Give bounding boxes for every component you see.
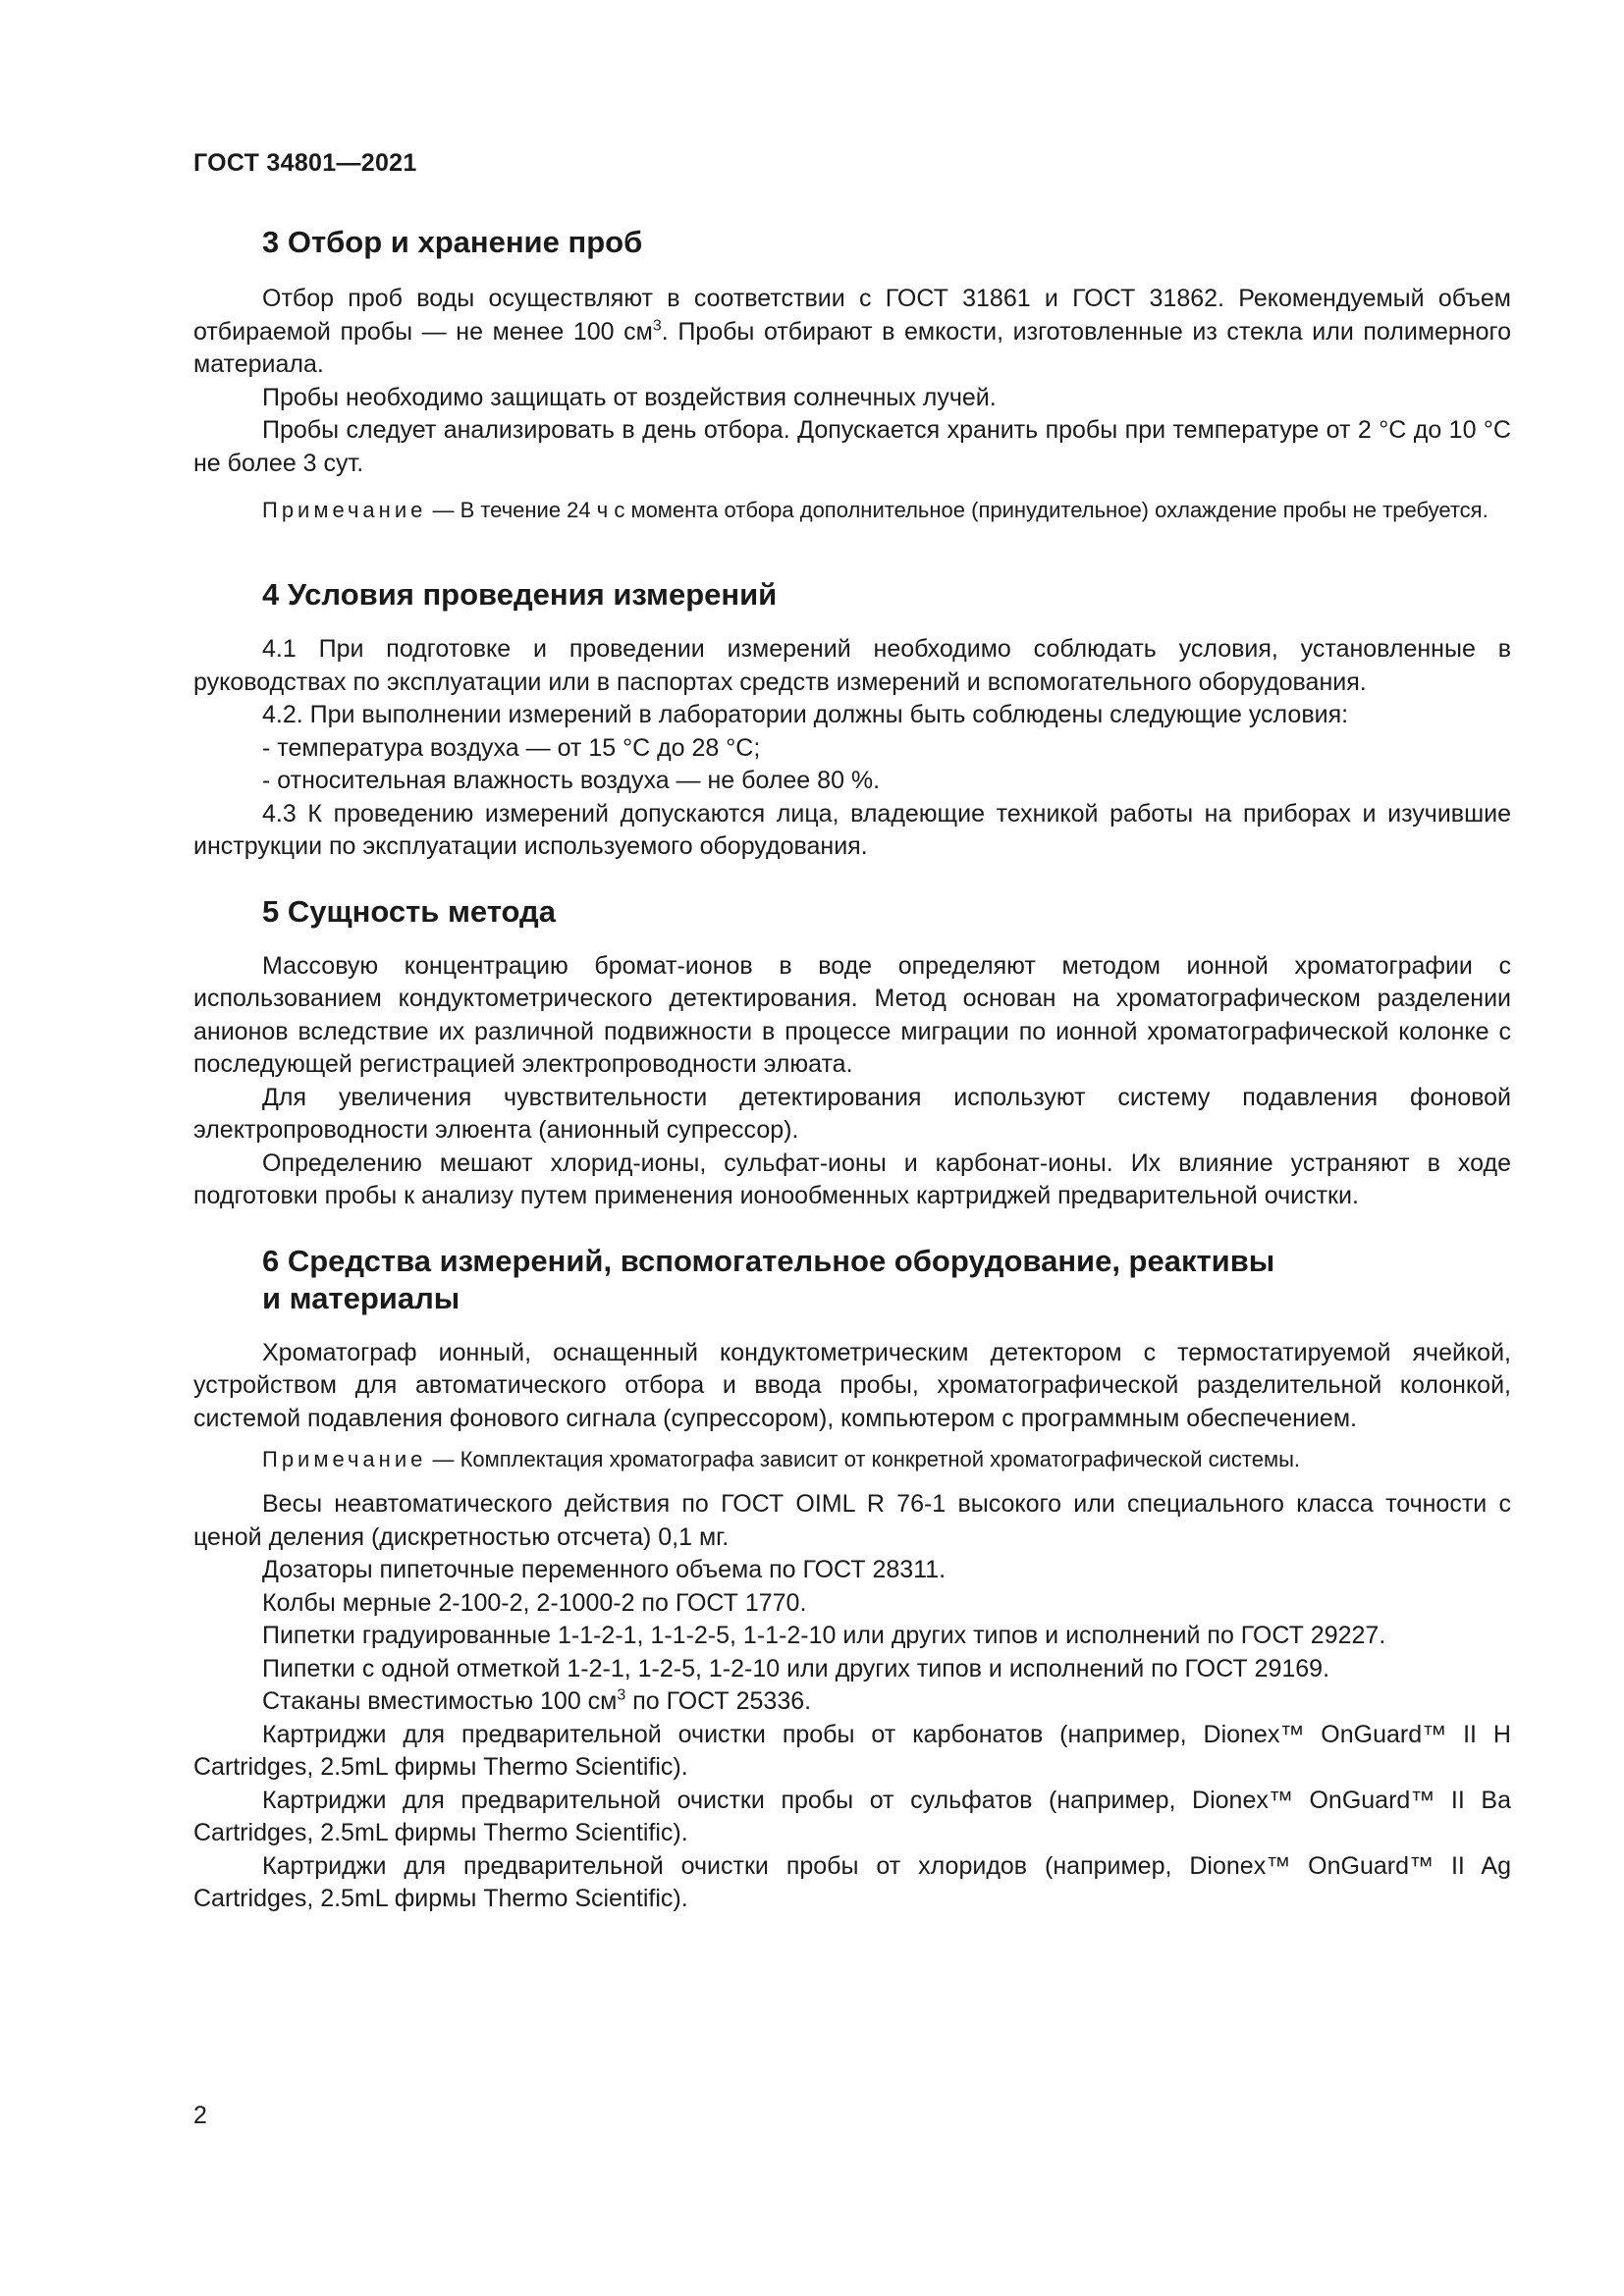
- section-4-paragraph-3: 4.3 К проведению измерений допускаются лица, владеющие техникой работы на приборах и изучившие инструкции по эксплуатации используемого оборудования.: [193, 799, 1511, 860]
- section-6-paragraph-3: Дозаторы пипеточные переменного объема по ГОСТ 28311.: [262, 1556, 947, 1583]
- page-number: 2: [193, 2102, 207, 2129]
- section-6-title-line-2: и материалы: [262, 1280, 460, 1315]
- section-4-list-item-1: - температура воздуха — от 15 °С до 28 °С;: [262, 733, 761, 762]
- section-6-paragraph-1: Хроматограф ионный, оснащенный кондуктометрическим детектором с термостатируемой ячейкой, устройством для автоматического отбора и ввода пробы, хроматографической разделительной колонкой, системой подавления фонового сигнала (супрессором), компьютером с программным обеспечением.: [193, 1338, 1511, 1432]
- section-3-paragraph-2: Пробы необходимо защищать от воздействия солнечных лучей.: [262, 383, 997, 411]
- section-4-paragraph-1: 4.1 При подготовке и проведении измерений необходимо соблюдать условия, установленные в руководствах по эксплуатации или в паспортах средств измерений и вспомогательного оборудования.: [193, 635, 1511, 696]
- section-4-paragraph-2: 4.2. При выполнении измерений в лаборатории должны быть соблюдены следующие условия:: [262, 701, 1349, 728]
- section-6-paragraph-9: Картриджи для предварительной очистки пробы от сульфатов (например, Dionex™ OnGuard™ II Ba Cartridges, 2.5mL фирмы Thermo Scientific).: [193, 1786, 1511, 1846]
- document-content: [193, 224, 1511, 1916]
- section-5-paragraph-3: Определению мешают хлорид-ионы, сульфат-ионы и карбонат-ионы. Их влияние устраняют в ходе подготовки пробы к анализу путем применения ионообменных картриджей предварительной очистки.: [193, 1148, 1511, 1209]
- section-6-paragraph-2: Весы неавтоматического действия по ГОСТ OIML R 76-1 высокого или специального класса точности с ценой деления (дискретностью отсчета) 0,1 мг.: [193, 1490, 1511, 1551]
- section-4-title: 4 Условия проведения измерений: [262, 577, 778, 612]
- note-text: — В течение 24 ч с момента отбора дополнительное (принудительное) охлаждение пробы не требуется.: [426, 498, 1489, 522]
- section-6-title-line-1: 6 Средства измерений, вспомогательное оборудование, реактивы: [262, 1243, 1275, 1278]
- note-label: Примечание: [262, 498, 427, 522]
- section-3-p1-text-b: . Пробы отбирают в емкости, изготовленные из стекла или полимерного материала.: [193, 317, 1511, 378]
- section-6-paragraph-4: Колбы мерные 2-100-2, 2-1000-2 по ГОСТ 1770.: [262, 1588, 807, 1617]
- document-header-code: ГОСТ 34801—2021: [193, 149, 417, 177]
- section-6-note: [193, 1445, 1511, 1474]
- section-6-title: [193, 1243, 1511, 1317]
- section-3-title: 3 Отбор и хранение проб: [262, 225, 643, 259]
- section-3-p1-text-a: Отбор проб воды осуществляют в соответствии с ГОСТ 31861 и ГОСТ 31862. Рекомендуемый объем отбираемой пробы — не менее 100 см: [193, 285, 1511, 346]
- superscript-3: 3: [652, 317, 662, 335]
- superscript-3: 3: [617, 1686, 626, 1704]
- section-4-list-item-2: - относительная влажность воздуха — не более 80 %.: [262, 767, 881, 794]
- section-6-paragraph-7: [193, 1685, 1511, 1719]
- section-6-p7-text-a: Стаканы вместимостью 100 см: [262, 1687, 618, 1715]
- section-6-p7-text-b: по ГОСТ 25336.: [625, 1687, 812, 1715]
- note-label: Примечание: [262, 1447, 427, 1471]
- section-6-paragraph-8: Картриджи для предварительной очистки пробы от карбонатов (например, Dionex™ OnGuard™ II H Cartridges, 2.5mL фирмы Thermo Scientific).: [193, 1720, 1511, 1781]
- section-5-title: 5 Сущность метода: [262, 893, 556, 929]
- section-3-paragraph-1: [193, 283, 1511, 382]
- section-5-paragraph-1: Массовую концентрацию бромат-ионов в воде определяют методом ионной хроматографии с использованием кондуктометрического детектирования. Метод основан на хроматографическом разделении анионов вследствие их различной подвижности в процессе миграции по ионной хроматографической колонке с последующей регистрацией электропроводности элюата.: [193, 951, 1511, 1078]
- section-6-paragraph-10: Картриджи для предварительной очистки пробы от хлоридов (например, Dionex™ OnGuard™ II Ag Cartridges, 2.5mL фирмы Thermo Scientific).: [193, 1851, 1511, 1912]
- section-6-paragraph-6: Пипетки с одной отметкой 1-2-1, 1-2-5, 1-2-10 или других типов и исполнений по ГОСТ 29169.: [262, 1654, 1330, 1682]
- note-text: — Комплектация хроматографа зависит от конкретной хроматографической системы.: [426, 1447, 1301, 1471]
- section-5-paragraph-2: Для увеличения чувствительности детектирования используют систему подавления фоновой электропроводности элюента (анионный супрессор).: [193, 1083, 1511, 1144]
- section-3-paragraph-3: Пробы следует анализировать в день отбора. Допускается хранить пробы при температуре от 2 °С до 10 °С не более 3 сут.: [193, 416, 1511, 477]
- section-3-note: [193, 496, 1511, 525]
- section-6-paragraph-5: Пипетки градуированные 1-1-2-1, 1-1-2-5, 1-1-2-10 или других типов и исполнений по ГОСТ 29227.: [262, 1622, 1386, 1649]
